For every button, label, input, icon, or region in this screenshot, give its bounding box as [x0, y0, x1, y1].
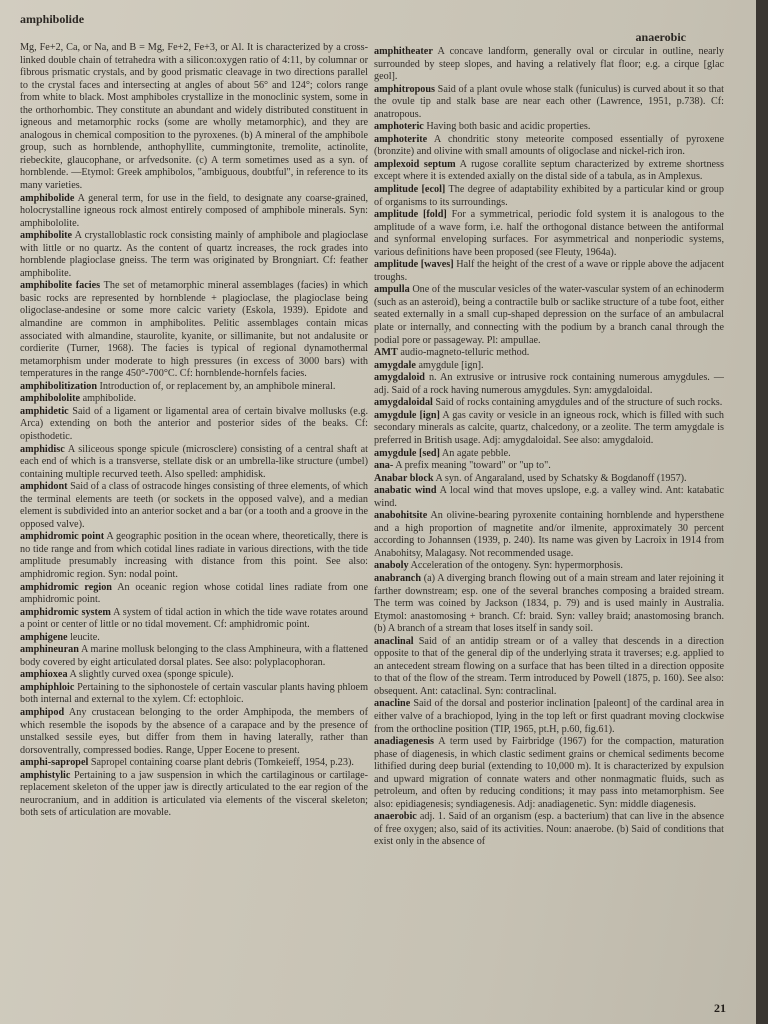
dictionary-entry	[20, 707, 368, 757]
entry-headword: amphibolide	[20, 192, 75, 204]
entry-definition: leucite.	[70, 631, 100, 643]
entry-definition: (a) A diverging branch flowing out of a main stream and later rejoining it farther downstream; esp. one of the several branches composing a braided stream. The term was coined by Jackson (1834, p. 79) and is used mainly in Australia. Etymol: anastomosing + branch. Cf: braid. Syn: valley braid; anastomosing branch. (b) A branch of a stream that loses itself in sandy soil.	[374, 572, 724, 635]
dictionary-entry	[374, 573, 724, 636]
dictionary-entry	[374, 560, 724, 573]
dictionary-entry	[374, 284, 724, 347]
entry-definition: One of the muscular vesicles of the water-vascular system of an echinoderm (such as an asteroid), being a contractile bulb or saclike structure of a tube foot, either seated externally in a small cup-shaped depression on the surface of an ambulacral plate or internally, and connecting with the podium by a branch canal through the podial pore or passageway. Pl: ampullae.	[374, 284, 724, 346]
dictionary-entry	[20, 481, 368, 531]
entry-headword: amphoterite	[374, 133, 428, 145]
entry-definition: A term used by Fairbridge (1967) for the compaction, maturation phase of diagenesis, in which clastic sediment grains or chemical sediments become lithified during deep burial (extending to 10,000 m). It is characterized by expulsion and upward migration of connate waters and other nonmagmatic fluids, such as petroleum, and often by reducing conditions; it may pass into metamorphism. See also: epidiagenesis; syndiagenesis. Adj: anadiagenetic. Syn: middle diagenesis.	[374, 736, 724, 810]
entry-definition: A local wind that moves upslope, e.g. a valley wind. Ant: katabatic wind.	[374, 485, 724, 509]
entry-definition: A crystalloblastic rock consisting mainly of amphibole and plagioclase with little or no quartz. As the content of quartz increases, the rock grades into hornblende plagioclase gneiss. The term was originated by Brongniart. Cf: feather amphibolite.	[20, 230, 368, 279]
dictionary-entry	[20, 644, 368, 669]
entry-definition: For a symmetrical, periodic fold system it is analogous to the amplitude of a wave form, i.e. half the orthogonal distance between the antiformal and synformal enveloping surfaces. For asymmetrical and nonperiodic systems, various definitions have been proposed (see Fleuty, 1964a).	[374, 209, 724, 258]
entry-definition: A marine mollusk belonging to the class Amphineura, with a flattened body covered by eight articulated dorsal plates. See also: polyplacophoran.	[20, 644, 368, 668]
dictionary-entry	[374, 510, 724, 560]
entry-headword: AMT	[374, 347, 398, 359]
dictionary-entry	[20, 582, 368, 607]
dictionary-entry	[374, 485, 724, 510]
left-column	[20, 42, 368, 1007]
entry-headword: amphineuran	[20, 644, 79, 656]
dictionary-entry	[20, 193, 368, 231]
entry-definition: A slightly curved oxea (sponge spicule).	[69, 669, 234, 681]
entry-definition: A system of tidal action in which the tide wave rotates around a point or center of little or no tidal movement. Cf: amphidromic point.	[20, 606, 368, 631]
entry-definition: amygdule [ign].	[418, 359, 484, 371]
entry-headword: amygdule [ign]	[374, 409, 440, 421]
dictionary-entry	[374, 121, 724, 134]
dictionary-entry	[374, 636, 724, 699]
entry-headword: amphibolite	[20, 230, 73, 242]
dictionary-entry	[374, 736, 724, 811]
dictionary-entry	[374, 184, 724, 209]
entry-definition: Mg, Fe+2, Ca, or Na, and B = Mg, Fe+2, Fe+3, or Al. It is characterized by a cross-linked double chain of tetrahedra with a silicon:oxygen ratio of 4:11, by columnar or fibrous prismatic crystals, and by good prismatic cleavage in two directions parallel to the crystal faces and intersecting at angles of about 56° and 124°; colors range from white to black. Most amphiboles crystallize in the monoclinic system, some in the orthorhombic. They constitute an abundant and widely distributed constituent in igneous and metamorphic rocks (some are wholly metamorphic), and they are analogous in chemical composition to the pyroxenes. (b) A mineral of the amphibole group, such as hornblende, anthophyllite, cummingtonite, tremolite, actinolite, riebeckite, glaucophane, or arfvedsonite. (c) A term sometimes used as a syn. of hornblende. —Etymol: Greek amphibolos, "ambiguous, doubtful", in reference to its many varieties.	[20, 42, 368, 192]
entry-headword: amplitude [ecol]	[374, 184, 446, 196]
dictionary-entry	[374, 259, 724, 284]
entry-definition: An olivine-bearing pyroxenite containing hornblende and hypersthene and a high proportion of magnetite and/or ilmenite, approximately 30 percent according to Johannsen (1939, p. 240). Its name was given by Lacroix in 1914 from Anabohitsy, Malagasy. Not recommended usage.	[374, 510, 724, 559]
entry-headword: ampulla	[374, 284, 410, 296]
entry-definition: Said of a class of ostracode hinges consisting of three elements, of which the terminal elements are teeth (or sockets in the opposed valve), and a median element is subdivided into an anterior socket and a bar (or a tooth and a groove in the opposed valve).	[20, 481, 368, 530]
entry-headword: amplitude [fold]	[374, 209, 447, 221]
entry-definition: An oceanic region whose cotidal lines radiate from one amphidromic point.	[20, 581, 368, 606]
entry-definition: Said of rocks containing amygdules and of the structure of such rocks.	[435, 397, 723, 409]
entry-headword: amphioxea	[20, 669, 68, 681]
dictionary-entry	[20, 531, 368, 581]
entry-headword: amphidromic point	[20, 531, 105, 543]
entry-headword: amphidisc	[20, 443, 65, 455]
entry-headword: Anabar block	[374, 472, 434, 484]
entry-definition: n. An extrusive or intrusive rock containing numerous amygdules. —adj. Said of a rock having numerous amygdules. Syn: amygdaloidal.	[374, 372, 724, 396]
dictionary-entry	[374, 473, 724, 486]
dictionary-entry	[374, 84, 724, 122]
dictionary-entry	[20, 444, 368, 482]
entry-headword: amphi-sapropel	[20, 757, 89, 769]
entry-headword: amygdale	[374, 359, 416, 371]
entry-headword: amphigene	[20, 631, 68, 643]
entry-headword: amphidromic region	[20, 581, 112, 593]
entry-definition: Acceleration of the ontogeny. Syn: hypermorphosis.	[410, 560, 623, 572]
entry-headword: amphibolitization	[20, 380, 97, 392]
entry-headword: amygdaloid	[374, 372, 425, 384]
dictionary-entry	[374, 448, 724, 461]
entry-definition: Sapropel containing coarse plant debris (Tomkeieff, 1954, p.23).	[90, 757, 354, 769]
dictionary-entry	[20, 406, 368, 444]
entry-headword: anaboly	[374, 560, 409, 572]
entry-headword: amphistylic	[20, 769, 71, 781]
entry-definition: A general term, for use in the field, to designate any coarse-grained, holocrystalline igneous rock almost entirely composed of amphibole minerals. Syn: amphibololite.	[20, 192, 368, 229]
entry-definition: A prefix meaning "toward" or "up to".	[395, 460, 551, 472]
dictionary-entry	[20, 682, 368, 707]
entry-definition: Said of a ligament or ligamental area of certain bivalve mollusks (e.g. Arca) extending on both the anterior and posterior sides of the beaks. Cf: opisthodetic.	[20, 405, 368, 442]
dictionary-entry	[374, 410, 724, 448]
entry-definition: Having both basic and acidic properties.	[426, 121, 591, 133]
entry-definition: adj. 1. Said of an organism (esp. a bacterium) that can live in the absence of free oxygen; also, said of its activities. Noun: anaerobe. (b) Said of conditions that exist only in the absence of	[374, 811, 724, 848]
entry-headword: anadiagenesis	[374, 736, 435, 748]
guide-word-right: anaerobic	[635, 30, 686, 44]
entry-definition: audio-magneto-telluric method.	[400, 347, 530, 359]
entry-headword: amygdule [sed]	[374, 447, 440, 459]
dictionary-entry	[20, 607, 368, 632]
dictionary-entry	[374, 372, 724, 397]
dictionary-entry	[374, 46, 724, 84]
dictionary-entry	[20, 393, 368, 406]
entry-definition: A geographic position in the ocean where, theoretically, there is no tide range and from which cotidal lines radiate in various directions, with the tide amplitude presumably increasing with distance from this point. See also: amphidromic region. Syn: nodal point.	[20, 531, 368, 580]
entry-headword: amphiphloic	[20, 681, 75, 693]
dictionary-entry	[374, 811, 724, 849]
entry-definition: Introduction of, or replacement by, an amphibole mineral.	[99, 380, 336, 392]
entry-definition: Said of a plant ovule whose stalk (funiculus) is curved about it so that the ovule tip and stalk base are near each other (Lawrence, 1951, p.738). Cf: anatropous.	[374, 83, 724, 120]
entry-definition: Any crustacean belonging to the order Amphipoda, the members of which resemble the isopods by the absence of a carapace and by the presence of unstalked sessile eyes, but differ from them in having laterally, rather than dorsoventrally, compressed bodies. Range, Upper Eocene to present.	[20, 706, 368, 756]
dictionary-entry	[20, 230, 368, 280]
entry-headword: ana-	[374, 460, 394, 472]
dictionary-entry	[20, 757, 368, 770]
dictionary-entry	[374, 360, 724, 373]
entry-definition: Half the height of the crest of a wave or ripple above the adjacent troughs.	[374, 259, 724, 283]
entry-headword: amphidetic	[20, 405, 69, 417]
entry-definition: Said of the dorsal and posterior inclination [paleont] of the cardinal area in either valve of a brachiopod, lying in the top left or first quadrant moving clockwise from the orthocline position (TIP, 1965, pt.H, p.60, fig.61).	[374, 698, 724, 735]
dictionary-entry	[20, 669, 368, 682]
entry-definition: The set of metamorphic mineral assemblages (facies) in which basic rocks are represented by hornblende + plagioclase, the plagioclase being oligoclase-andesine or some more calcic variety (Eskola, 1939). Epidote and almandine are common in amphibolites. Pelitic assemblages contain micas associated with almandine, staurolite, kyanite, or sillimanite, but not andalusite or cordierite (Turner, 1968). The facies is typical of regional dynamothermal metamorphism under moderate to high pressures (in excess of 3000 bars) with temperatures in the range 450°-700°C. Cf: hornblende-hornfels facies.	[20, 280, 368, 380]
entry-definition: Said of an antidip stream or of a valley that descends in a direction opposite to that of the general dip of the underlying strata it traverses; e.g. applied to an antecedent stream flowing on a surface that has been tilted in a direction opposite to that of the flow of the stream. Term introduced by Powell (1875, p. 160). See also: obsequent. Ant: cataclinal. Syn: contraclinal.	[374, 635, 724, 697]
dictionary-entry	[20, 381, 368, 394]
entry-headword: amphitheater	[374, 46, 433, 57]
dictionary-entry	[20, 42, 368, 193]
dictionary-entry	[374, 460, 724, 473]
dictionary-entry	[20, 770, 368, 820]
dictionary-entry	[20, 632, 368, 645]
guide-word-left: amphibolide	[20, 12, 85, 26]
page-number: 21	[714, 1001, 726, 1015]
dictionary-entry	[20, 280, 368, 380]
entry-headword: amphidromic system	[20, 606, 111, 618]
entry-headword: anabranch	[374, 572, 421, 584]
entry-definition: A chondritic stony meteorite composed essentially of pyroxene (bronzite) and olivine with small amounts of oligoclase and nickel-rich iron.	[374, 133, 724, 158]
right-column	[374, 46, 724, 1011]
entry-definition: A siliceous sponge spicule (microsclere) consisting of a central shaft at each end of which is a transverse, stellate disk or an umbrella-like structure (umbel) containing multiple recurved teeth. Also spelled: amphidisk.	[20, 443, 368, 480]
entry-headword: anaerobic	[374, 811, 417, 823]
entry-definition: A concave landform, generally oval or circular in outline, nearly surrounded by steep slopes, and having a relatively flat floor; e.g. a cirque [glac geol].	[374, 46, 724, 83]
entry-definition: A rugose corallite septum characterized by extreme shortness except where it is extended axially on the distal side of a tabula, as in Amplexus.	[374, 158, 724, 183]
entry-definition: The degree of adaptability exhibited by a particular kind or group of organisms to its surroundings.	[374, 184, 724, 208]
entry-definition: An agate pebble.	[441, 447, 511, 459]
entry-headword: anabohitsite	[374, 510, 428, 522]
entry-headword: amphoteric	[374, 121, 424, 133]
dictionary-entry	[374, 397, 724, 410]
entry-definition: Pertaining to the siphonostele of certain vascular plants having phloem both internal and external to the xylem. Cf: ectophloic.	[20, 681, 368, 706]
dictionary-entry	[374, 698, 724, 736]
entry-definition: A syn. of Angaraland, used by Schatsky & Bogdanoff (1957).	[435, 472, 687, 484]
entry-definition: amphibolide.	[82, 393, 137, 405]
entry-headword: amphitropous	[374, 83, 435, 95]
entry-headword: amplexoid septum	[374, 158, 456, 170]
entry-headword: anacline	[374, 698, 411, 710]
entry-headword: amphipod	[20, 706, 65, 718]
dictionary-entry	[374, 347, 724, 360]
entry-definition: A gas cavity or vesicle in an igneous rock, which is filled with such secondary minerals as calcite, quartz, chalcedony, or a zeolite. The term amygdale is preferred in British usage. Adj: amygdaloidal. See also: amygdaloid.	[374, 409, 724, 446]
dictionary-entry	[374, 159, 724, 184]
dictionary-entry	[374, 209, 724, 259]
entry-headword: amplitude [waves]	[374, 259, 454, 271]
entry-definition: Pertaining to a jaw suspension in which the cartilaginous or cartilage-replacement skeleton of the upper jaw is directly articulated to the ear region of the neurocranium, and in addition is articulated via elements of the visceral skeleton; both sets of articulation are movable.	[20, 769, 368, 819]
entry-headword: anaclinal	[374, 635, 414, 647]
dictionary-entry	[374, 134, 724, 159]
entry-headword: anabatic wind	[374, 485, 437, 497]
entry-headword: amygdaloidal	[374, 397, 433, 409]
entry-headword: amphibolite facies	[20, 280, 101, 292]
entry-headword: amphidont	[20, 481, 68, 493]
entry-headword: amphibololite	[20, 393, 81, 405]
